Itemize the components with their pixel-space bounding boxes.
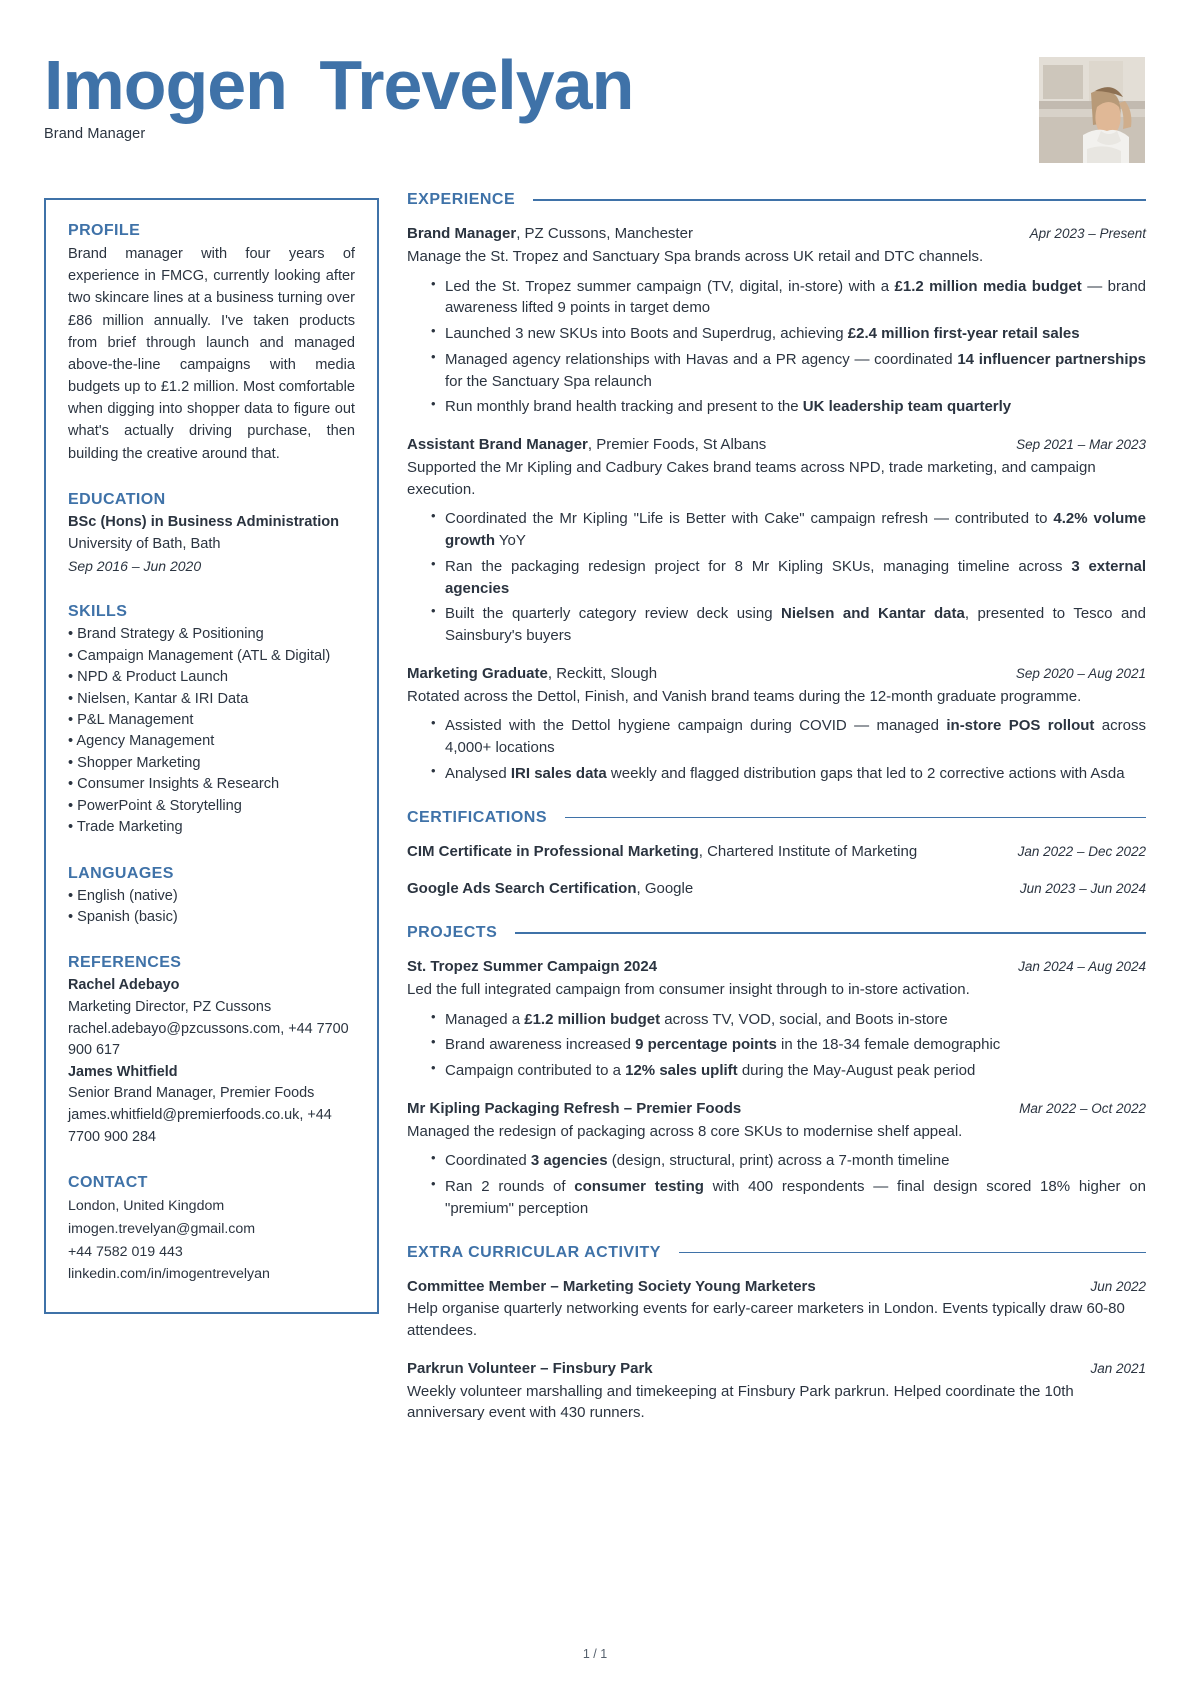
section-rule [515, 932, 1146, 934]
entry-header [407, 434, 1146, 456]
bullet-item: • Coordinated 3 agencies (design, structural, print) across a 7-month timeline [431, 1150, 1146, 1172]
entry-header [407, 841, 1146, 863]
entry-title: Assistant Brand Manager, Premier Foods, St Albans [407, 436, 767, 453]
entry-date: Jan 2021 [1090, 1360, 1146, 1376]
contact-line[interactable]: linkedin.com/in/imogentrevelyan [68, 1266, 270, 1283]
page-number: 1 / 1 [582, 1647, 608, 1661]
list-item: • P&L Management [68, 711, 194, 728]
entry-bullets [407, 276, 1146, 419]
avatar [1039, 57, 1145, 163]
bullet-item: • Launched 3 new SKUs into Boots and Superdrug, achieving £2.4 million first-year retail sales [431, 323, 1146, 345]
education-degree: BSc (Hons) in Business Administration [68, 513, 340, 530]
entry-date: Mar 2022 – Oct 2022 [1019, 1100, 1146, 1116]
entry-bullets [407, 715, 1146, 784]
entry-header [407, 956, 1146, 978]
section-rule [565, 817, 1146, 819]
references-list [68, 975, 355, 1148]
resume-entry [407, 663, 1146, 785]
sidebar-section-contact [68, 1174, 355, 1286]
entry-date: Jan 2024 – Aug 2024 [1018, 959, 1146, 974]
main-column [379, 191, 1146, 1448]
resume-entry [407, 1276, 1146, 1342]
entry-header [407, 663, 1146, 685]
entry-bullets [407, 508, 1146, 647]
entry-header [407, 1276, 1146, 1298]
bullet-item: • Assisted with the Dettol hygiene campaign during COVID — managed in-store POS rollout across 4,000+ locations [431, 715, 1146, 759]
bullet-item: • Managed a £1.2 million budget across TV, VOD, social, and Boots in-store [431, 1009, 1146, 1031]
entry-title: Google Ads Search Certification, Google [407, 880, 694, 898]
contact-list [68, 1195, 355, 1286]
reference-name: Rachel Adebayo [68, 977, 180, 994]
entry-header [407, 878, 1146, 900]
list-item: • NPD & Product Launch [68, 669, 229, 686]
entry-header [407, 1098, 1146, 1120]
projects-heading: PROJECTS [407, 924, 498, 941]
bullet-item: • Campaign contributed to a 12% sales uplift during the May-August peak period [431, 1060, 1146, 1082]
profile-text: Brand manager with four years of experience in FMCG, currently looking after two skincare lines at a business turning over £86 million annually. I've taken products from brief through launch and managed above-the-line campaigns with media budgets up to £1.2 million. Most comfortable when digging into shopper data to figure out what's actually driving purchase, then building the creative around that. [68, 246, 355, 462]
skills-list [68, 624, 355, 838]
list-item: • Spanish (basic) [68, 909, 178, 925]
certifications-heading: CERTIFICATIONS [407, 808, 548, 826]
resume-entry [407, 1098, 1146, 1220]
bullet-item: • Ran the packaging redesign project for 8 Mr Kipling SKUs, managing timeline across 3 external agencies [431, 556, 1146, 600]
entry-title: Committee Member – Marketing Society Young Marketers [407, 1277, 816, 1295]
languages-heading: LANGUAGES [68, 864, 174, 882]
list-item: • Nielsen, Kantar & IRI Data [68, 690, 249, 707]
education-date: Sep 2016 – Jun 2020 [68, 557, 202, 574]
list-item: • Consumer Insights & Research [68, 776, 280, 793]
section-projects [407, 924, 1146, 1220]
reference-item [68, 1062, 355, 1148]
entry-date: Sep 2020 – Aug 2021 [1015, 665, 1146, 681]
entry-title: Mr Kipling Packaging Refresh – Premier Foods [407, 1099, 742, 1117]
sidebar-section-references [68, 954, 355, 1148]
education-heading: EDUCATION [68, 490, 166, 508]
sidebar-section-skills [68, 603, 355, 838]
bullet-item: • Ran 2 rounds of consumer testing with 400 respondents — final design scored 18% higher on "premium" perception [431, 1176, 1146, 1220]
extra-curricular-heading: EXTRA CURRICULAR ACTIVITY [407, 1243, 661, 1261]
resume-header [0, 0, 1190, 165]
entry-title: CIM Certificate in Professional Marketing, Chartered Institute of Marketing [407, 842, 918, 860]
list-item: • Shopper Marketing [68, 754, 201, 771]
entry-date: Jun 2022 [1090, 1278, 1146, 1294]
sidebar-section-profile [68, 222, 355, 465]
references-heading: REFERENCES [68, 954, 182, 972]
list-item: • English (native) [68, 887, 178, 904]
list-item: • Campaign Management (ATL & Digital) [68, 647, 331, 664]
entry-description: Help organise quarterly networking events for early-career marketers in London. Events typically draw 60-80 attendees. [407, 1300, 1125, 1339]
education-school: University of Bath, Bath [68, 535, 221, 552]
reference-contact[interactable]: james.whitfield@premierfoods.co.uk, +44 7700 900 284 [68, 1107, 332, 1145]
entry-title: St. Tropez Summer Campaign 2024 [407, 958, 658, 975]
entry-header [407, 1358, 1146, 1380]
entry-date: Sep 2021 – Mar 2023 [1016, 437, 1146, 452]
entry-description: Supported the Mr Kipling and Cadbury Cakes brand teams across NPD, trade marketing, and campaign execution. [407, 458, 1096, 498]
entry-bullets [407, 1150, 1146, 1219]
bullet-item: • Led the St. Tropez summer campaign (TV, digital, in-store) with a £1.2 million media budget — brand awareness lifted 9 points in target demo [431, 276, 1146, 320]
section-rule [533, 199, 1146, 201]
profile-heading: PROFILE [68, 222, 141, 239]
resume-body [0, 165, 1190, 1448]
entry-title: Parkrun Volunteer – Finsbury Park [407, 1359, 653, 1377]
sidebar [44, 198, 379, 1314]
resume-entry [407, 223, 1146, 418]
entry-bullets [407, 1009, 1146, 1082]
job-title-subtitle: Brand Manager [44, 126, 146, 142]
reference-contact[interactable]: rachel.adebayo@pzcussons.com, +44 7700 900 617 [68, 1020, 349, 1059]
list-item: • PowerPoint & Storytelling [68, 797, 242, 814]
entry-title: Brand Manager, PZ Cussons, Manchester [407, 225, 693, 242]
sidebar-section-education [68, 491, 355, 577]
certifications-entries [407, 841, 1146, 901]
entry-description: Weekly volunteer marshalling and timekeeping at Finsbury Park parkrun. Helped coordinate the 10th anniversary event with 430 runners. [407, 1382, 1074, 1422]
list-item: • Agency Management [68, 733, 215, 750]
extra-curricular-entries [407, 1276, 1146, 1425]
contact-line[interactable]: imogen.trevelyan@gmail.com [68, 1221, 256, 1238]
contact-line[interactable]: London, United Kingdom [68, 1198, 225, 1215]
bullet-item: • Coordinated the Mr Kipling "Life is Better with Cake" campaign refresh — contributed to 4.2% volume growth YoY [431, 508, 1146, 552]
experience-heading: EXPERIENCE [407, 191, 516, 208]
resume-entry [407, 434, 1146, 647]
extra-curricular-header [407, 1244, 1146, 1262]
entry-date: Jan 2022 – Dec 2022 [1017, 843, 1146, 859]
projects-entries [407, 956, 1146, 1220]
entry-date: Apr 2023 – Present [1029, 226, 1146, 241]
profile-photo-icon [1039, 57, 1145, 163]
bullet-item: • Built the quarterly category review deck using Nielsen and Kantar data, presented to Tesco and Sainsbury's buyers [431, 603, 1146, 647]
list-item: • Brand Strategy & Positioning [68, 626, 264, 643]
entry-description: Led the full integrated campaign from consumer insight through to in-store activation. [407, 980, 970, 998]
reference-name: James Whitfield [68, 1063, 178, 1080]
section-certifications [407, 809, 1146, 901]
entry-date: Jun 2023 – Jun 2024 [1019, 881, 1146, 897]
bullet-item: • Brand awareness increased 9 percentage points in the 18-34 female demographic [431, 1034, 1146, 1056]
page-title: Imogen Trevelyan [44, 46, 634, 124]
languages-list [68, 886, 355, 929]
section-extra-curricular [407, 1244, 1146, 1425]
section-rule [679, 1252, 1146, 1254]
sidebar-section-languages [68, 865, 355, 929]
section-experience [407, 191, 1146, 785]
experience-entries [407, 223, 1146, 785]
projects-header [407, 924, 1146, 942]
resume-entry [407, 878, 1146, 900]
reference-role: Senior Brand Manager, Premier Foods [68, 1085, 315, 1102]
resume-entry [407, 956, 1146, 1082]
bullet-item: • Managed agency relationships with Havas and a PR agency — coordinated 14 influencer partnerships for the Sanctuary Spa relaunch [431, 349, 1146, 393]
list-item: • Trade Marketing [68, 819, 183, 836]
entry-description: Managed the redesign of packaging across 8 core SKUs to modernise shelf appeal. [407, 1122, 963, 1140]
certifications-header [407, 809, 1146, 827]
contact-line[interactable]: +44 7582 019 443 [68, 1243, 183, 1260]
entry-header [407, 223, 1146, 245]
experience-header [407, 191, 1146, 209]
entry-description: Rotated across the Dettol, Finish, and Vanish brand teams during the 12-month graduate programme. [407, 687, 1082, 705]
resume-entry [407, 1358, 1146, 1424]
entry-title: Marketing Graduate, Reckitt, Slough [407, 664, 658, 682]
bullet-item: • Analysed IRI sales data weekly and flagged distribution gaps that led to 2 corrective actions with Asda [431, 763, 1146, 785]
entry-description: Manage the St. Tropez and Sanctuary Spa brands across UK retail and DTC channels. [407, 247, 984, 265]
skills-heading: SKILLS [68, 603, 128, 621]
bullet-item: • Run monthly brand health tracking and present to the UK leadership team quarterly [431, 396, 1146, 418]
reference-item [68, 975, 355, 1061]
contact-heading: CONTACT [68, 1174, 148, 1192]
reference-role: Marketing Director, PZ Cussons [68, 999, 272, 1016]
resume-entry [407, 841, 1146, 863]
